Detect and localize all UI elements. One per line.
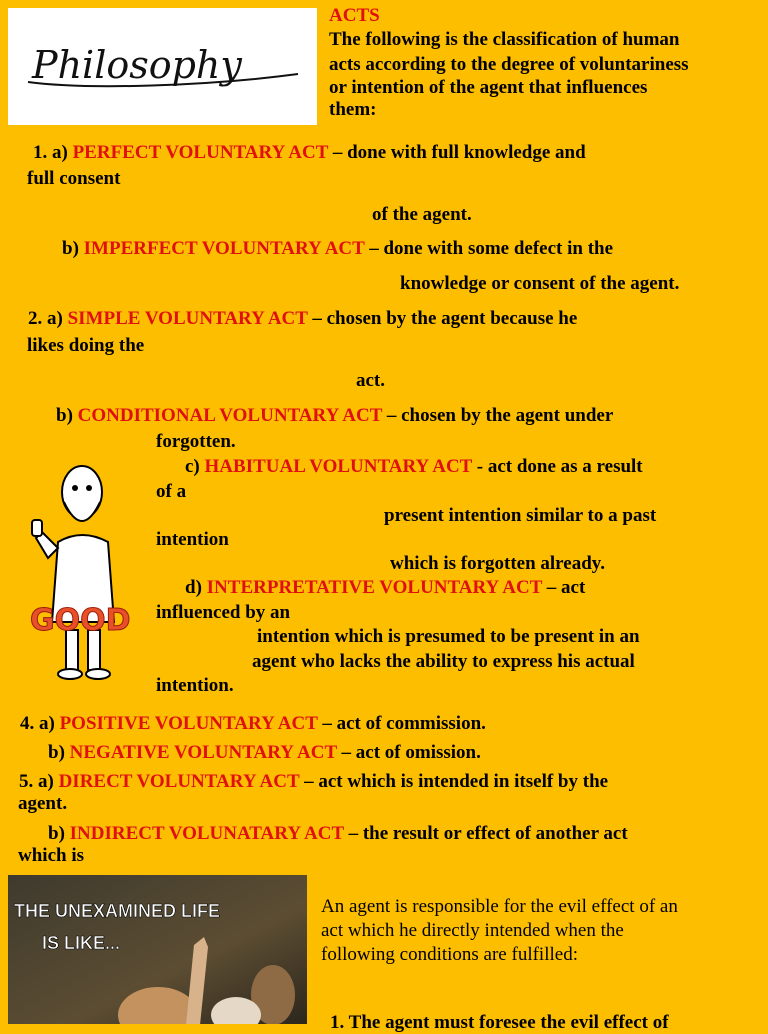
- responsibility-line-1: An agent is responsible for the evil effect of an: [321, 896, 678, 917]
- item-2c-cont2: present intention similar to a past: [384, 505, 657, 526]
- responsibility-line-2: act which he directly intended when the: [321, 920, 624, 941]
- item-2b-term: CONDITIONAL VOLUNTARY ACT: [77, 405, 383, 426]
- item-2d-cont4: intention.: [156, 675, 234, 696]
- item-4a-term: POSITIVE VOLUNTARY ACT: [59, 713, 318, 734]
- item-1b: b) IMPERFECT VOLUNTARY ACT – done with some defect in the: [62, 238, 614, 259]
- socrates-meme-photo: [8, 875, 307, 1024]
- item-2d-cont3: agent who lacks the ability to express his actual: [252, 651, 635, 672]
- intro-line-4: them:: [329, 99, 377, 120]
- item-2c-cont4: which is forgotten already.: [390, 553, 605, 574]
- item-5b-cont1: which is: [18, 845, 84, 866]
- item-2a: 2. a) SIMPLE VOLUNTARY ACT – chosen by the agent because he: [28, 308, 578, 329]
- acts-title: ACTS: [329, 5, 380, 26]
- item-2a-term: SIMPLE VOLUNTARY ACT: [67, 308, 308, 329]
- item-1a-cont1: full consent: [27, 168, 121, 189]
- item-1a-cont2: of the agent.: [372, 204, 472, 225]
- responsibility-paragraph: [321, 895, 751, 967]
- responsibility-line-3: following conditions are fulfilled:: [321, 944, 578, 965]
- condition-1-line: 1. The agent must foresee the evil effect of: [330, 1012, 669, 1033]
- item-2c: c) HABITUAL VOLUNTARY ACT - act done as a result: [185, 456, 643, 477]
- item-2d-term: INTERPRETATIVE VOLUNTARY ACT: [206, 577, 543, 598]
- item-1b-cont1: knowledge or consent of the agent.: [400, 273, 680, 294]
- item-1a: 1. a) PERFECT VOLUNTARY ACT – done with full knowledge and: [33, 142, 586, 163]
- item-2c-cont3: intention: [156, 529, 229, 550]
- item-2a-cont2: act.: [356, 370, 386, 391]
- item-4a: 4. a) POSITIVE VOLUNTARY ACT – act of commission.: [20, 713, 486, 734]
- item-2b: b) CONDITIONAL VOLUNTARY ACT – chosen by the agent under: [56, 405, 614, 426]
- item-5a: 5. a) DIRECT VOLUNTARY ACT – act which is intended in itself by the: [19, 771, 609, 792]
- philosophy-logo: [8, 8, 317, 125]
- photo-caption-line-1: THE UNEXAMINED LIFE: [14, 901, 221, 921]
- item-1b-term: IMPERFECT VOLUNTARY ACT: [83, 238, 365, 259]
- socrates-photo-art: [8, 875, 307, 1024]
- logo-text: Philosophy: [32, 43, 242, 87]
- item-2d-cont2: intention which is presumed to be present in an: [257, 626, 640, 647]
- philosophy-logo-art: [8, 8, 317, 125]
- item-2a-cont1: likes doing the: [27, 335, 145, 356]
- item-5a-cont1: agent.: [18, 793, 68, 814]
- item-4b-term: NEGATIVE VOLUNTARY ACT: [69, 742, 337, 763]
- item-1a-term: PERFECT VOLUNTARY ACT: [72, 142, 329, 163]
- item-2d: d) INTERPRETATIVE VOLUNTARY ACT – act: [185, 577, 586, 598]
- item-5b: b) INDIRECT VOLUNATARY ACT – the result or effect of another act: [48, 823, 628, 844]
- item-2b-cont1: forgotten.: [156, 431, 236, 452]
- item-2c-cont1: of a: [156, 481, 187, 502]
- good-text: GOOD: [30, 603, 131, 638]
- intro-line-1: The following is the classification of human: [329, 29, 680, 50]
- item-5b-term: INDIRECT VOLUNATARY ACT: [69, 823, 344, 844]
- intro-line-2: acts according to the degree of voluntariness: [329, 54, 689, 75]
- item-5a-term: DIRECT VOLUNTARY ACT: [58, 771, 300, 792]
- item-2c-term: HABITUAL VOLUNTARY ACT: [204, 456, 472, 477]
- item-2d-cont1: influenced by an: [156, 602, 291, 623]
- item-4b: b) NEGATIVE VOLUNTARY ACT – act of omission.: [48, 742, 481, 763]
- photo-caption-line-2: IS LIKE...: [42, 933, 121, 953]
- thumbs-up-philosopher-figure: [28, 462, 132, 692]
- intro-line-3: or intention of the agent that influences: [329, 77, 648, 98]
- philosopher-illustration: [28, 462, 132, 692]
